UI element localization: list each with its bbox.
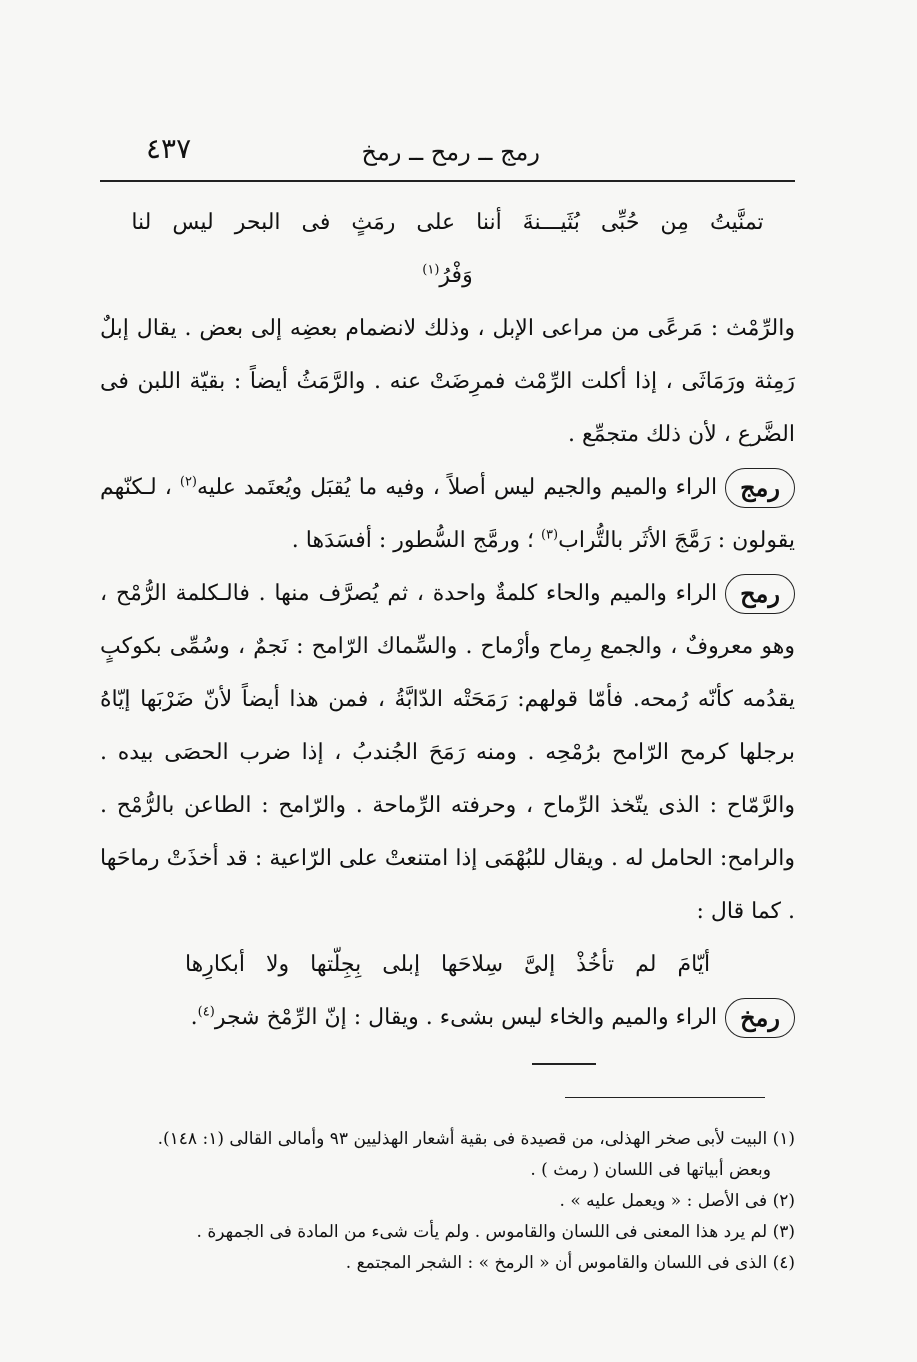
entry-head-ramakh: رمخ xyxy=(725,998,795,1038)
verse-1-text: تمنَّيتُ مِن حُبِّى بُثَيـــنةَ أننا على رمَثٍ فى البحر ليس لنا وَفْرُ xyxy=(131,210,764,288)
section-end-mark xyxy=(532,1063,596,1065)
entry-ramakh-end: . xyxy=(190,1005,198,1030)
verse-1 xyxy=(100,196,795,302)
running-title: رمج ــ رمح ــ رمخ xyxy=(361,138,540,166)
entry-ramaj-text-2: ، لـكنّهم يقولون : رَمَّجَ الأثَر بالتُّراب xyxy=(100,475,795,553)
page-number: ٤٣٧ xyxy=(146,132,192,165)
footnote-2: (٢) فى الأصل : « ويعمل عليه » . xyxy=(559,1191,795,1211)
footnote-rule xyxy=(565,1097,765,1098)
verse-2: أيّامَ لم تأخُذْ إلىَّ سِلاحَها إبلى بِجِلّتها ولا أبكارِها xyxy=(184,952,711,977)
footnote-4: (٤) الذى فى اللسان والقاموس أن « الرمخ » : الشجر المجتمع . xyxy=(345,1253,795,1273)
footnote-3: (٣) لم يرد هذا المعنى فى اللسان والقاموس . ولم يأت شىء من المادة فى الجمهرة . xyxy=(196,1222,795,1242)
footnote-ref-3: (٣) xyxy=(540,527,559,543)
entry-head-ramaj: رمج xyxy=(725,468,795,508)
entry-ramah-text: الراء والميم والحاء كلمةٌ واحدة ، ثم يُصرَّف منها . فالـكلمة الرُّمْح ، وهو معروفٌ ، والجمع رِماح وأرْماح . والسِّماك الرّامح : نَجمٌ ، وسُمِّى بكوكبٍ يقدُمه كأنّه رُمحه. فأمّا قولهم: رَمَحَتْه الدّابَّةُ ، فمن هذا أيضاً لأنّ ضَرْبَها إيّاهُ برجلها كرمح الرّامح برُمْحِه . ومنه رَمَحَ الجُندبُ ، إذا ضرب الحصَى بيده . والرَّمّاح : الذى يتّخذ الرِّماح ، وحرفته الرِّماحة . والرّامح : الطاعن بالرُّمْح . والرامح: الحامل له . ويقال للبُهْمَى إذا امتنعتْ على الرّاعية : قد أخذَتْ رماحَها . كما قال : xyxy=(100,581,795,924)
footnote-1-continued: وبعض أبياتها فى اللسان ( رمث ) . xyxy=(530,1160,771,1180)
main-text xyxy=(100,196,795,1044)
footnote-ref-4: (٤) xyxy=(197,1004,215,1020)
entry-ramaj-text-1: الراء والميم والجيم ليس أصلاً ، وفيه ما يُقبَل ويُعتَمد عليه xyxy=(197,475,718,500)
header-rule xyxy=(100,180,795,182)
footnote-ref-2: (٢) xyxy=(179,474,197,490)
paragraph-ramth: والرِّمْث : مَرعًى من مراعى الإبل ، وذلك لانضمام بعضِه إلى بعض . يقال إبلٌ رَمِثة ورَمَاثَى ، إذا أكلت الرِّمْث فمرِضَتْ عنه . والرَّمَثُ أيضاً : بقيّة اللبن فى الضَّرع ، لأن ذلك متجمِّع . xyxy=(100,316,795,447)
entry-head-ramah: رمح xyxy=(725,574,795,614)
footnote-ref-1: (١) xyxy=(422,262,440,278)
entry-ramakh xyxy=(100,991,795,1044)
entry-ramaj xyxy=(100,461,795,567)
entry-ramaj-text-3: ؛ ورمَّج السُّطور : أفسَدَها . xyxy=(291,528,534,553)
page-header xyxy=(100,132,795,176)
entry-ramakh-text: الراء والميم والخاء ليس بشىء . ويقال : إنّ الرِّمْخ شجر xyxy=(214,1005,718,1030)
footnotes xyxy=(150,1124,795,1279)
entry-ramah xyxy=(100,567,795,938)
footnote-1: (١) البيت لأبى صخر الهذلى، من قصيدة فى بقية أشعار الهذليين ٩٣ وأمالى القالى (١: ١٤٨). xyxy=(157,1129,795,1149)
